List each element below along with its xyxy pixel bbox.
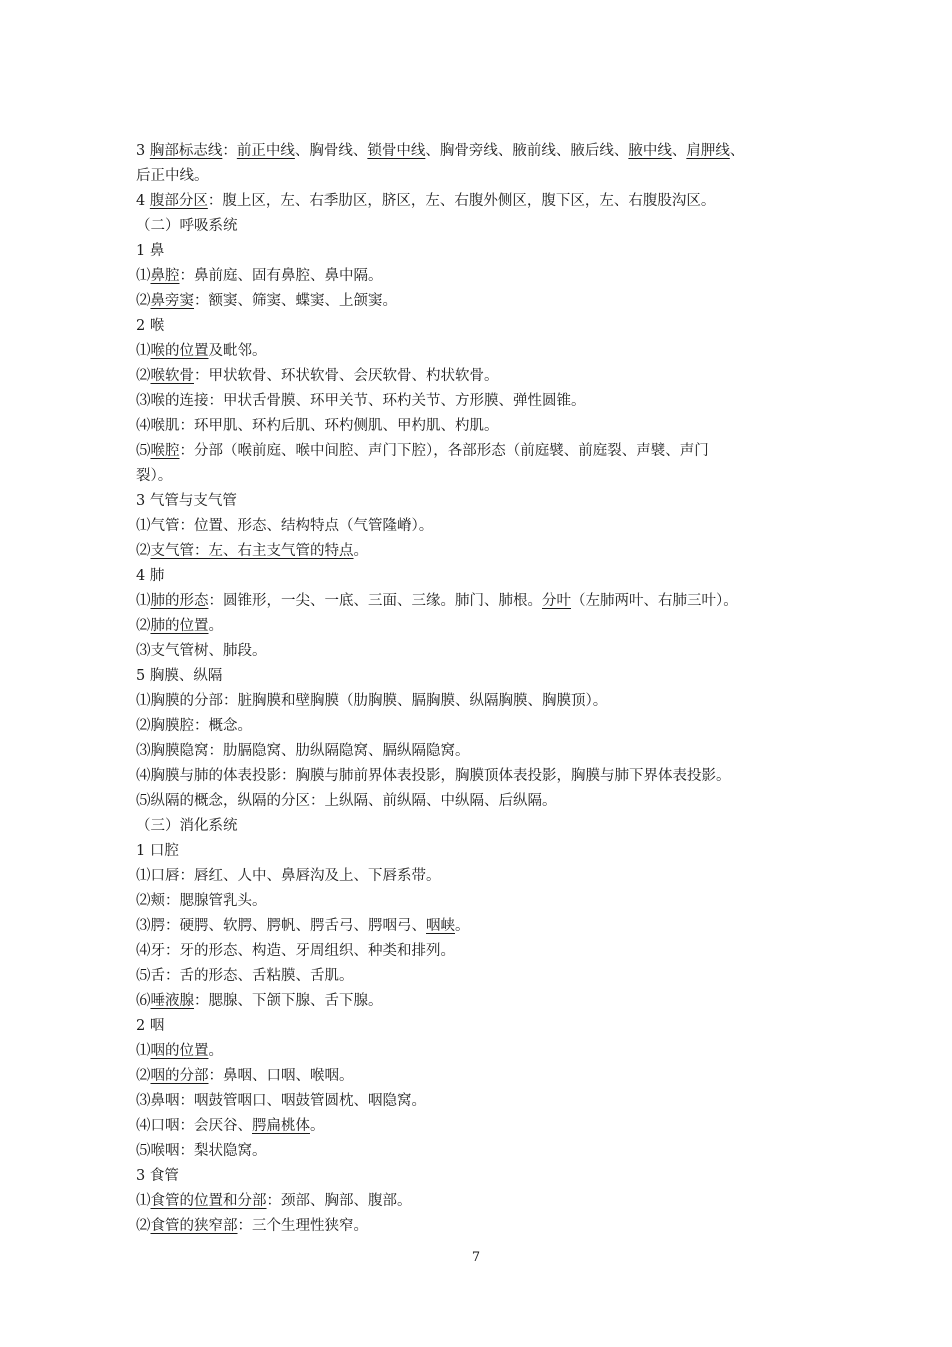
text-line — [136, 864, 836, 889]
text-segment: ⑸喉咽：梨状隐窝。 — [136, 1143, 267, 1159]
underlined-term: 分叶 — [542, 593, 571, 609]
text-line — [136, 1189, 836, 1214]
text-segment: ：甲状软骨、环状软骨、会厌软骨、杓状软骨。 — [194, 368, 499, 384]
text-segment: 及毗邻。 — [208, 343, 267, 359]
text-segment: ⑶支气管树、肺段。 — [136, 643, 267, 659]
underlined-term: 肩胛线 — [686, 143, 730, 159]
text-segment: 、 — [729, 143, 745, 159]
text-line — [136, 714, 836, 739]
underlined-term: 支气管：左、右主支气管的特点 — [150, 543, 354, 559]
text-segment: ⑷口咽：会厌谷、 — [136, 1118, 252, 1134]
text-segment: ⑸纵隔的概念，纵隔的分区：上纵隔、前纵隔、中纵隔、后纵隔。 — [136, 793, 557, 809]
text-line — [136, 439, 836, 464]
text-line — [136, 464, 836, 489]
text-segment: ⑴ — [136, 343, 151, 359]
text-line — [136, 1214, 836, 1239]
text-line — [136, 739, 836, 764]
text-segment: ： — [222, 143, 237, 159]
underlined-term: 喉软骨 — [150, 368, 194, 384]
text-segment: 、胸骨旁线、腋前线、腋后线、 — [425, 143, 629, 159]
underlined-term: 鼻腔 — [150, 268, 180, 284]
text-segment: ⑵ — [136, 1218, 151, 1234]
text-line — [136, 639, 836, 664]
text-segment: 1 鼻 — [136, 243, 165, 259]
text-line — [136, 239, 836, 264]
underlined-term: 腹部分区 — [149, 193, 208, 209]
text-segment: 1 口腔 — [136, 843, 179, 859]
text-segment: 。 — [310, 1118, 325, 1134]
underlined-term: 喉的位置 — [150, 343, 209, 359]
text-line — [136, 789, 836, 814]
text-segment: ⑴ — [136, 593, 151, 609]
text-segment: ⑶鼻咽：咽鼓管咽口、咽鼓管圆枕、咽隐窝。 — [136, 1093, 426, 1109]
text-segment: 。 — [208, 618, 223, 634]
text-line — [136, 989, 836, 1014]
text-segment: 3 食管 — [136, 1168, 179, 1184]
text-line — [136, 664, 836, 689]
text-segment: ⑴胸膜的分部：脏胸膜和壁胸膜（肋胸膜、膈胸膜、纵隔胸膜、胸膜顶）。 — [136, 693, 608, 709]
text-segment: ⑴ — [136, 268, 151, 284]
text-segment: ⑸舌：舌的形态、舌粘膜、舌肌。 — [136, 968, 354, 984]
text-segment: ：腹上区，左、右季肋区，脐区，左、右腹外侧区，腹下区，左、右腹股沟区。 — [207, 193, 716, 209]
text-segment: ：圆锥形，一尖、一底、三面、三缘。肺门、肺根。 — [208, 593, 542, 609]
text-segment: ⑷胸膜与肺的体表投影：胸膜与肺前界体表投影，胸膜顶体表投影，胸膜与肺下界体表投影。 — [136, 768, 731, 784]
text-line — [136, 814, 836, 839]
text-line — [136, 839, 836, 864]
text-segment: 4 肺 — [136, 568, 165, 584]
text-segment: 。 — [208, 1043, 223, 1059]
text-segment: 。 — [455, 918, 470, 934]
text-segment: ⑶喉的连接：甲状舌骨膜、环甲关节、环杓关节、方形膜、弹性圆锥。 — [136, 393, 586, 409]
underlined-term: 咽的分部 — [150, 1068, 209, 1084]
text-segment: （二）呼吸系统 — [136, 218, 238, 234]
text-segment: ⑷喉肌：环甲肌、环杓后肌、环杓侧肌、甲杓肌、杓肌。 — [136, 418, 499, 434]
text-segment: ⑵胸膜腔：概念。 — [136, 718, 252, 734]
text-segment: ⑶腭：硬腭、软腭、腭帆、腭舌弓、腭咽弓、 — [136, 918, 426, 934]
text-segment: ：颈部、胸部、腹部。 — [266, 1193, 412, 1209]
text-segment: （三）消化系统 — [136, 818, 238, 834]
text-segment: 2 咽 — [136, 1018, 165, 1034]
text-segment: ：额窦、筛窦、蝶窦、上颌窦。 — [194, 293, 397, 309]
text-line — [136, 764, 836, 789]
text-line — [136, 264, 836, 289]
text-segment: （左肺两叶、右肺三叶）。 — [571, 593, 738, 609]
text-segment: ⑴口唇：唇红、人中、鼻唇沟及上、下唇系带。 — [136, 868, 441, 884]
text-line — [136, 314, 836, 339]
text-line — [136, 214, 836, 239]
text-segment: 、胸骨线、 — [294, 143, 368, 159]
text-line — [136, 139, 836, 164]
text-segment: ⑴ — [136, 1043, 151, 1059]
text-segment: 5 胸膜、纵隔 — [136, 668, 223, 684]
text-line — [136, 1039, 836, 1064]
text-segment: ⑷牙：牙的形态、构造、牙周组织、种类和排列。 — [136, 943, 455, 959]
underlined-term: 鼻旁窦 — [150, 293, 194, 309]
text-segment: 后正中线。 — [136, 168, 209, 184]
underlined-term: 咽峡 — [426, 918, 455, 934]
text-line — [136, 1014, 836, 1039]
text-segment: 3 — [136, 143, 150, 159]
text-segment: ⑴ — [136, 1193, 151, 1209]
text-segment: ⑵ — [136, 293, 151, 309]
underlined-term: 咽的位置 — [150, 1043, 209, 1059]
text-segment: 、 — [671, 143, 687, 159]
text-line — [136, 289, 836, 314]
text-segment: ：分部（喉前庭、喉中间腔、声门下腔），各部形态（前庭襞、前庭裂、声襞、声门 — [179, 443, 709, 459]
text-line — [136, 914, 836, 939]
underlined-term: 肺的位置 — [150, 618, 209, 634]
text-segment: ：腮腺、下颌下腺、舌下腺。 — [194, 993, 383, 1009]
page-content — [136, 139, 836, 1239]
text-line — [136, 1064, 836, 1089]
text-segment: 。 — [353, 543, 368, 559]
text-line — [136, 964, 836, 989]
text-line — [136, 339, 836, 364]
text-segment: ⑵颊：腮腺管乳头。 — [136, 893, 267, 909]
underlined-term: 唾液腺 — [150, 993, 194, 1009]
underlined-term: 肺的形态 — [150, 593, 209, 609]
text-segment: ⑸ — [136, 443, 151, 459]
underlined-term: 腋中线 — [628, 143, 672, 159]
text-line — [136, 164, 836, 189]
underlined-term: 胸部标志线 — [149, 143, 223, 159]
text-line — [136, 689, 836, 714]
text-segment: ：鼻前庭、固有鼻腔、鼻中隔。 — [179, 268, 383, 284]
underlined-term: 食管的狭窄部 — [150, 1218, 238, 1234]
underlined-term: 锁骨中线 — [367, 143, 426, 159]
text-line — [136, 189, 836, 214]
text-line — [136, 614, 836, 639]
underlined-term: 前正中线 — [236, 143, 295, 159]
text-segment: ⑶胸膜隐窝：肋膈隐窝、肋纵隔隐窝、膈纵隔隐窝。 — [136, 743, 470, 759]
text-line — [136, 1089, 836, 1114]
text-line — [136, 1139, 836, 1164]
text-line — [136, 889, 836, 914]
text-segment: ：三个生理性狭窄。 — [237, 1218, 368, 1234]
text-line — [136, 564, 836, 589]
text-segment: 3 气管与支气管 — [136, 493, 237, 509]
text-line — [136, 414, 836, 439]
text-segment: 4 — [136, 193, 150, 209]
text-segment: ⑴气管：位置、形态、结构特点（气管隆嵴）。 — [136, 518, 434, 534]
text-segment: 2 喉 — [136, 318, 165, 334]
text-segment: ⑹ — [136, 993, 151, 1009]
text-segment: ：鼻咽、口咽、喉咽。 — [208, 1068, 354, 1084]
text-line — [136, 1114, 836, 1139]
text-segment: ⑵ — [136, 618, 151, 634]
page-number: 7 — [471, 1250, 481, 1265]
text-line — [136, 589, 836, 614]
text-line — [136, 389, 836, 414]
text-segment: ⑵ — [136, 1068, 151, 1084]
text-segment: 裂）。 — [136, 468, 173, 484]
text-line — [136, 939, 836, 964]
text-line — [136, 539, 836, 564]
underlined-term: 喉腔 — [150, 443, 180, 459]
text-line — [136, 364, 836, 389]
text-line — [136, 1164, 836, 1189]
text-segment: ⑵ — [136, 543, 151, 559]
text-segment: ⑵ — [136, 368, 151, 384]
text-line — [136, 514, 836, 539]
underlined-term: 腭扁桃体 — [252, 1118, 310, 1134]
underlined-term: 食管的位置和分部 — [150, 1193, 267, 1209]
text-line — [136, 489, 836, 514]
